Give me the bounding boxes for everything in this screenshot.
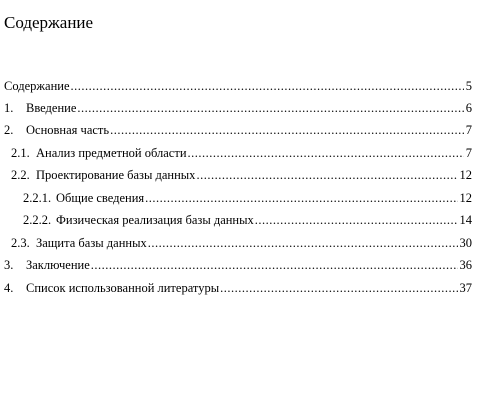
toc-entry-title: Содержание bbox=[4, 79, 70, 93]
toc-leader-dots bbox=[148, 235, 458, 251]
toc-leader-dots bbox=[196, 167, 457, 183]
toc-leader-dots bbox=[110, 122, 464, 138]
toc-entry-number: 2.3. bbox=[11, 236, 30, 250]
toc-leader-dots bbox=[91, 257, 458, 273]
toc-entry-contents[interactable] bbox=[4, 78, 472, 94]
toc-entry-page: 7 bbox=[465, 146, 472, 160]
toc-entry-number: 2. bbox=[4, 123, 14, 137]
toc-entry-title: Список использованной литературы bbox=[26, 281, 220, 295]
toc-entry-introduction[interactable] bbox=[4, 100, 472, 116]
toc-entry-db-protection[interactable] bbox=[11, 235, 472, 251]
toc-entry-number: 4. bbox=[4, 281, 14, 295]
toc-entry-page: 7 bbox=[465, 123, 472, 137]
toc-leader-dots bbox=[71, 78, 464, 94]
toc-entry-number: 2.2.2. bbox=[23, 213, 52, 227]
toc-entry-page: 36 bbox=[459, 258, 472, 272]
toc-leader-dots bbox=[188, 145, 464, 161]
toc-entry-number: 2.2. bbox=[11, 168, 30, 182]
toc-leader-dots bbox=[220, 280, 457, 296]
toc-entry-number: 1. bbox=[4, 101, 14, 115]
toc-entry-title: Заключение bbox=[26, 258, 90, 272]
toc-entry-references[interactable] bbox=[4, 280, 472, 296]
toc-entry-domain-analysis[interactable] bbox=[11, 145, 472, 161]
toc-entry-conclusion[interactable] bbox=[4, 257, 472, 273]
toc-entry-page: 37 bbox=[459, 281, 472, 295]
toc-entry-title: Физическая реализация базы данных bbox=[56, 213, 254, 227]
toc-entry-page: 14 bbox=[459, 213, 472, 227]
toc-entry-page: 5 bbox=[465, 79, 472, 93]
toc-entry-title: Общие сведения bbox=[56, 191, 145, 205]
toc-leader-dots bbox=[255, 212, 458, 228]
toc-entry-title: Введение bbox=[26, 101, 77, 115]
toc-entry-title: Защита базы данных bbox=[36, 236, 147, 250]
toc-entry-number: 3. bbox=[4, 258, 14, 272]
toc-entry-main-part[interactable] bbox=[4, 122, 472, 138]
toc-entry-number: 2.1. bbox=[11, 146, 30, 160]
toc-entry-number: 2.2.1. bbox=[23, 191, 52, 205]
toc-entry-page: 6 bbox=[465, 101, 472, 115]
toc-entry-physical-implementation[interactable] bbox=[23, 212, 472, 228]
toc-leader-dots bbox=[77, 100, 463, 116]
page-title: Содержание bbox=[4, 13, 94, 32]
toc-entry-page: 30 bbox=[459, 236, 472, 250]
toc-entry-general-info[interactable] bbox=[23, 190, 472, 206]
toc-entry-title: Анализ предметной области bbox=[36, 146, 187, 160]
toc-entry-title: Проектирование базы данных bbox=[36, 168, 196, 182]
toc-entry-page: 12 bbox=[459, 168, 472, 182]
toc-entry-page: 12 bbox=[459, 191, 472, 205]
toc-entry-title: Основная часть bbox=[26, 123, 110, 137]
toc-entry-db-design[interactable] bbox=[11, 167, 472, 183]
toc-leader-dots bbox=[145, 190, 457, 206]
